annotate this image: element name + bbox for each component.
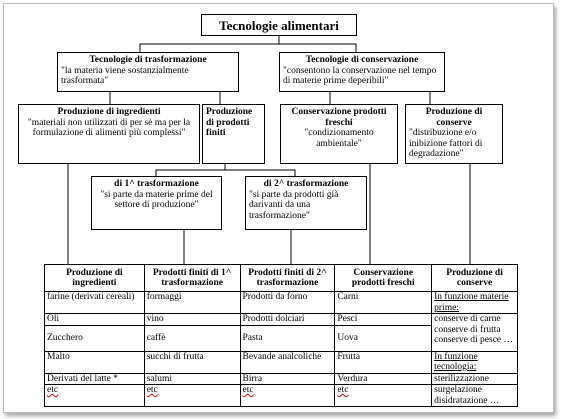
table-cell: Derivati del latte * [45,373,145,385]
box-freschi [280,104,398,164]
table-cell: Carni [335,292,432,314]
table-cell: Bevande analcoliche [240,351,335,373]
box-conservazione-desc: "consentono la conservazione nel tempo di materie prime deperibili" [283,65,437,86]
box-freschi-desc: "condizionamento ambientale" [304,128,374,149]
box-prima-heading: di 1^ trasformazione [114,179,199,189]
box-trasformazione-heading: Tecnologie di trasformazione [89,55,207,65]
table-header-row [45,265,518,292]
table-cell: etc [144,385,240,407]
box-conserve [405,104,503,164]
table-cell: In funzione materie prime: [432,292,518,314]
table-cell: surgelazione disidratazione … [432,385,518,407]
table-cell: salumi [144,373,240,385]
box-ingredienti-heading: Produzione di ingredienti [57,107,161,117]
table-cell: Oli [45,314,145,326]
box-freschi-heading: Conservazione prodotti freschi [291,107,387,128]
table-cell: Pasta [240,325,335,351]
box-prima [91,176,222,230]
box-seconda-heading: di 2^ trasformazione [263,179,349,189]
table-cell: etc [240,385,335,407]
box-seconda-desc: "si parte da prodotti già darivanti da una trasformazione" [249,189,339,221]
table-header: Prodotti finiti di 2^ trasformazione [240,265,335,292]
table-cell: vino [144,314,240,326]
box-trasformazione [57,52,239,92]
products-table [44,264,518,407]
connector-title-trasf [140,36,279,52]
connector-prod-prima [156,164,225,176]
box-trasformazione-desc: "la materia viene sostanzialmente trasformata" [61,65,189,86]
table-cell: formaggi [144,292,240,314]
box-prodotti [202,104,265,164]
table-cell: etc [45,385,145,407]
box-conserve-desc: "distribuzione e/o inibizione fattori di degradazione" [409,128,483,159]
table-cell: caffè [144,325,240,351]
table-cell: Frutta [335,351,432,373]
table-cell: farine (derivati cereali) [45,292,145,314]
table-cell: conserve di carne conserve di frutta conserve di pesce … [432,314,518,352]
box-prima-desc: "si parte da materie prime del settore di produzione" [100,189,213,210]
table-header: Produzione di ingredienti [45,265,145,292]
box-ingredienti [18,104,200,164]
table-cell: sterilizzazione [432,373,518,385]
table-cell: Birra [240,373,335,385]
table-row [45,351,518,373]
table-cell: In funzione tecnologia: [432,351,518,373]
table-cell: Malto [45,351,145,373]
table-row [45,385,518,407]
box-conservazione [279,52,445,92]
diagram-title: Tecnologie alimentari [201,14,357,36]
connector-title-cons [279,44,356,52]
box-ingredienti-desc: "materiali non utilizzati di per sè ma per la formulazione di alimenti più complessi" [27,117,191,138]
table-cell: Prodotti dolciari [240,314,335,326]
table-cell: Verdura [335,373,432,385]
table-row [45,314,518,326]
box-seconda [245,176,367,230]
table-cell: Zucchero [45,325,145,351]
table-cell: etc [335,385,432,407]
table-header: Produzione di conserve [432,265,518,292]
table-cell: Uova [335,325,432,351]
table-header: Prodotti finiti di 1^ trasformazione [144,265,240,292]
box-prodotti-heading: Produzione di prodotti finiti [206,107,253,138]
table-row [45,292,518,314]
table-cell: Prodotti da forno [240,292,335,314]
table-header: Conservazione prodotti freschi [335,265,432,292]
table-row [45,373,518,385]
box-conserve-heading: Produzione di conserve [425,107,483,128]
box-conservazione-heading: Tecnologie di conservazione [305,55,419,65]
table-cell: succhi di frutta [144,351,240,373]
table-cell: Pesci [335,314,432,326]
